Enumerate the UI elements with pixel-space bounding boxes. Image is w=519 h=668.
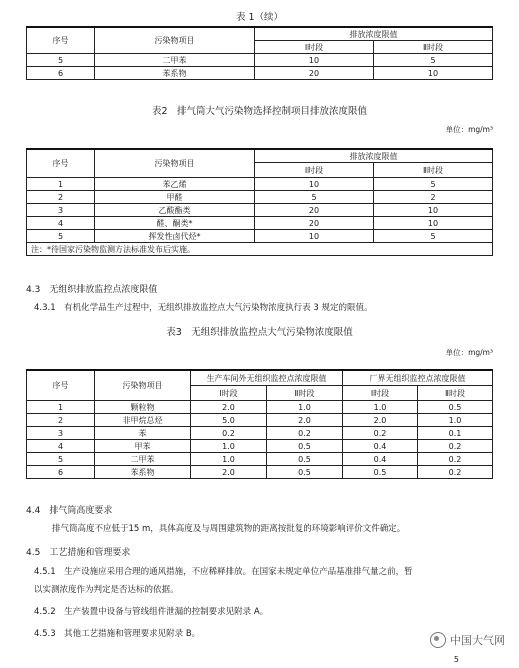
table3-title: 表3 无组织排放监控点大气污染物浓度限值 bbox=[166, 327, 353, 338]
cell-value: 0.5 bbox=[267, 466, 343, 479]
cell-no: 2 bbox=[27, 414, 95, 427]
cell-value: 0.2 bbox=[191, 427, 267, 440]
cell-value: 10 bbox=[374, 67, 493, 80]
table2-unit: 单位：mg/m³ bbox=[445, 125, 493, 134]
cell-value: 1.0 bbox=[418, 414, 493, 427]
watermark bbox=[430, 632, 505, 648]
cell-value: 2.0 bbox=[343, 414, 418, 427]
cell-value: 1.0 bbox=[343, 401, 418, 414]
table2-note: 注：*待国家污染物监测方法标准发布后实施。 bbox=[27, 243, 493, 256]
table-row bbox=[27, 230, 493, 243]
table-row bbox=[27, 204, 493, 217]
table3-unit: 单位：mg/m³ bbox=[445, 348, 493, 357]
section-4-5-1-continued: 以实测浓度作为判定是否达标的依据。 bbox=[34, 585, 179, 595]
cell-value: 5 bbox=[255, 191, 374, 204]
cell-value: 10 bbox=[255, 178, 374, 191]
cell-no: 4 bbox=[27, 217, 95, 230]
cell-value: 0.5 bbox=[267, 440, 343, 453]
cell-value: 0.5 bbox=[418, 401, 493, 414]
cell-value: 10 bbox=[374, 217, 493, 230]
table-row bbox=[27, 67, 493, 80]
cell-item: 苯系物 bbox=[95, 466, 191, 479]
cell-item: 苯乙烯 bbox=[95, 178, 255, 191]
watermark-text: 中国大气网 bbox=[450, 634, 505, 647]
cell-value: 0.2 bbox=[418, 466, 493, 479]
table3-header-g2-p1: Ⅰ时段 bbox=[343, 386, 418, 401]
cell-value: 2 bbox=[374, 191, 493, 204]
table2-header-limit: 排放浓度限值 bbox=[255, 149, 493, 163]
table-row bbox=[27, 414, 493, 427]
section-4-5-heading: 4.5 工艺措施和管理要求 bbox=[26, 548, 131, 558]
table1-header-limit: 排放浓度限值 bbox=[255, 27, 493, 41]
table3-header-g2-p2: Ⅱ时段 bbox=[418, 386, 493, 401]
cell-value: 5.0 bbox=[191, 414, 267, 427]
table3-header-g2: 厂界无组织监控点浓度限值 bbox=[343, 370, 493, 386]
table2-header-p1: Ⅰ时段 bbox=[255, 163, 374, 178]
cell-value: 0.5 bbox=[267, 453, 343, 466]
table1-header-no: 序号 bbox=[27, 27, 95, 54]
cell-no: 5 bbox=[27, 54, 95, 67]
cell-no: 1 bbox=[27, 401, 95, 414]
table1-header-item: 污染物项目 bbox=[95, 27, 255, 54]
table3-header-g1: 生产车间外无组织监控点浓度限值 bbox=[191, 370, 343, 386]
cell-no: 3 bbox=[27, 427, 95, 440]
cell-value: 10 bbox=[374, 204, 493, 217]
cell-value: 2.0 bbox=[191, 401, 267, 414]
table3 bbox=[26, 369, 493, 479]
section-4-4-heading: 4.4 排气筒高度要求 bbox=[26, 506, 113, 516]
table2-header-p2: Ⅱ时段 bbox=[374, 163, 493, 178]
table3-header-item: 污染物项目 bbox=[95, 370, 191, 401]
page-number: 5 bbox=[453, 655, 459, 664]
cell-value: 0.1 bbox=[418, 427, 493, 440]
cell-value: 20 bbox=[255, 217, 374, 230]
table3-header-g1-p1: Ⅰ时段 bbox=[191, 386, 267, 401]
table3-header-no: 序号 bbox=[27, 370, 95, 401]
table-row bbox=[27, 427, 493, 440]
cell-value: 0.4 bbox=[343, 440, 418, 453]
table-row bbox=[27, 466, 493, 479]
cell-no: 4 bbox=[27, 440, 95, 453]
table-row bbox=[27, 54, 493, 67]
table-row bbox=[27, 401, 493, 414]
table1-header-p1: Ⅰ时段 bbox=[255, 41, 374, 54]
cell-item: 苯 bbox=[95, 427, 191, 440]
table2 bbox=[26, 148, 493, 256]
cell-value: 0.4 bbox=[343, 453, 418, 466]
cell-item: 甲苯 bbox=[95, 440, 191, 453]
section-4-3-heading: 4.3 无组织排放监控点浓度限值 bbox=[26, 285, 158, 295]
cell-item: 苯系物 bbox=[95, 67, 255, 80]
table-row bbox=[27, 440, 493, 453]
section-4-3-1-text: 4.3.1 有机化学品生产过程中，无组织排放监控点大气污染物浓度执行表 3 规定的限值。 bbox=[34, 303, 373, 313]
table2-header-item: 污染物项目 bbox=[95, 149, 255, 178]
table1-header-p2: Ⅱ时段 bbox=[374, 41, 493, 54]
cell-item: 非甲烷总烃 bbox=[95, 414, 191, 427]
cell-value: 20 bbox=[255, 67, 374, 80]
cell-value: 5 bbox=[374, 178, 493, 191]
cell-item: 二甲苯 bbox=[95, 453, 191, 466]
cell-no: 1 bbox=[27, 178, 95, 191]
table-row bbox=[27, 191, 493, 204]
cell-no: 3 bbox=[27, 204, 95, 217]
cell-no: 6 bbox=[27, 466, 95, 479]
cell-value: 1.0 bbox=[267, 401, 343, 414]
cell-value: 20 bbox=[255, 204, 374, 217]
wechat-icon bbox=[430, 632, 446, 648]
section-4-5-1-text: 4.5.1 生产设施应采用合理的通风措施，不应稀释排放。在国家未规定单位产品基准排气量之前，暂 bbox=[34, 567, 413, 577]
cell-item: 二甲苯 bbox=[95, 54, 255, 67]
cell-item: 挥发性卤代烃* bbox=[95, 230, 255, 243]
cell-item: 颗粒物 bbox=[95, 401, 191, 414]
cell-value: 1.0 bbox=[191, 440, 267, 453]
cell-no: 6 bbox=[27, 67, 95, 80]
cell-value: 5 bbox=[374, 230, 493, 243]
table-row bbox=[27, 217, 493, 230]
cell-value: 2.0 bbox=[191, 466, 267, 479]
table2-header-no: 序号 bbox=[27, 149, 95, 178]
cell-item: 甲醛 bbox=[95, 191, 255, 204]
table3-header-g1-p2: Ⅱ时段 bbox=[267, 386, 343, 401]
cell-value: 10 bbox=[255, 54, 374, 67]
table1 bbox=[26, 26, 493, 80]
cell-value: 0.2 bbox=[267, 427, 343, 440]
table2-title: 表2 排气筒大气污染物选择控制项目排放浓度限值 bbox=[151, 106, 368, 117]
table-row bbox=[27, 453, 493, 466]
cell-value: 0.5 bbox=[343, 466, 418, 479]
section-4-4-text: 排气筒高度不应低于15 m，具体高度及与周围建筑物的距离按批复的环境影响评价文件确定。 bbox=[52, 524, 406, 534]
cell-value: 10 bbox=[255, 230, 374, 243]
cell-value: 2.0 bbox=[267, 414, 343, 427]
cell-no: 2 bbox=[27, 191, 95, 204]
cell-item: 乙酸酯类 bbox=[95, 204, 255, 217]
cell-no: 5 bbox=[27, 230, 95, 243]
cell-value: 0.2 bbox=[418, 440, 493, 453]
table1-title: 表 1（续） bbox=[235, 12, 284, 23]
section-4-5-3-text: 4.5.3 其他工艺措施和管理要求见附录 B。 bbox=[34, 629, 201, 639]
table-row bbox=[27, 178, 493, 191]
cell-value: 0.2 bbox=[343, 427, 418, 440]
cell-value: 1.0 bbox=[191, 453, 267, 466]
cell-no: 5 bbox=[27, 453, 95, 466]
cell-value: 0.2 bbox=[418, 453, 493, 466]
cell-value: 5 bbox=[374, 54, 493, 67]
cell-item: 醛、酮类* bbox=[95, 217, 255, 230]
section-4-5-2-text: 4.5.2 生产装置中设备与管线组件泄漏的控制要求见附录 A。 bbox=[34, 607, 269, 617]
